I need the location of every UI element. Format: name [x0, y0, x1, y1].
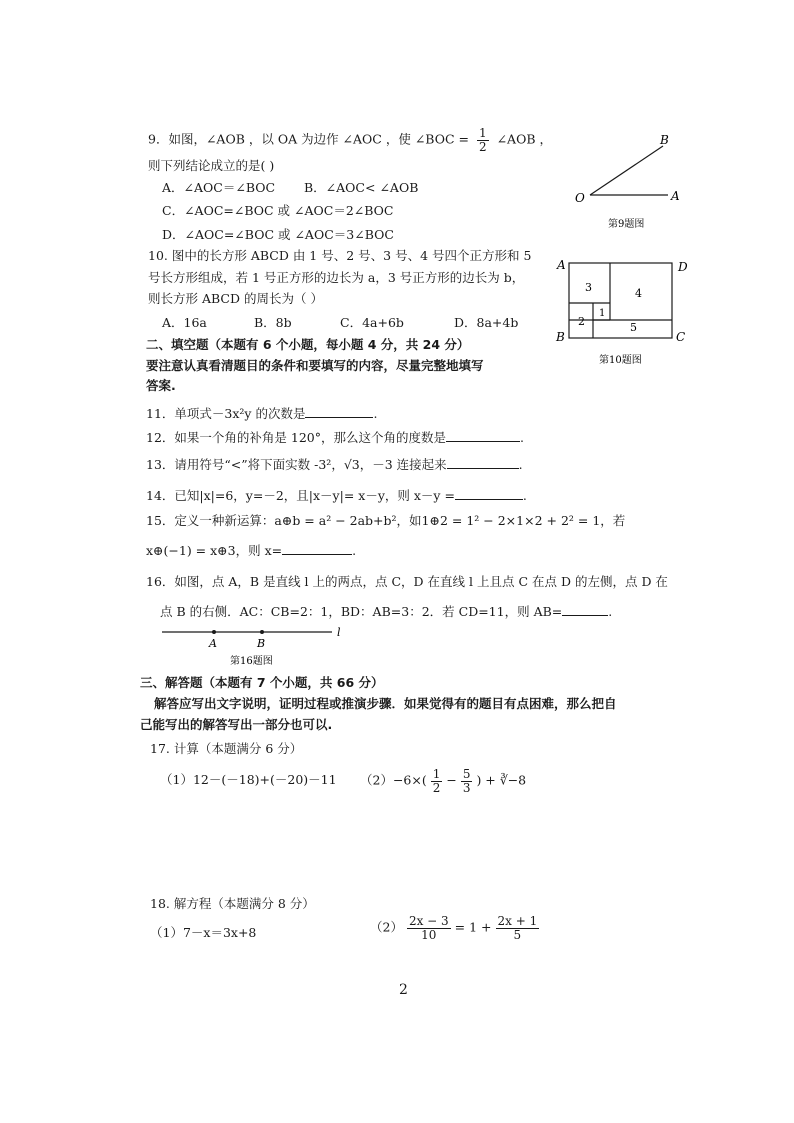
q9-option-d: D．∠AOC=∠BOC 或 ∠AOC＝3∠BOC — [162, 227, 394, 242]
q14: 14．已知|x|=6，y=－2，且|x－y|= x－y，则 x－y = . — [146, 488, 527, 503]
q10-stem-line3: 则长方形 ABCD 的周长为（ ） — [148, 291, 323, 306]
q15-line2-text: x⊕(−1) = x⊕3，则 x= — [146, 543, 283, 558]
section3-title: 三、解答题（本题有 7 个小题，共 66 分） — [140, 675, 384, 690]
section3-note-line1: 解答应写出文字说明，证明过程或推演步骤．如果觉得有的题目有点困难，那么把自 — [154, 696, 617, 711]
q17-frac2-den: 3 — [462, 780, 471, 795]
q10-label-b: B — [556, 330, 565, 344]
q15-line1: 15．定义一种新运算：a⊕b = a² − 2ab+b²，如1⊕2 = 1² − 2×1×2 + 2² = 1，若 — [146, 513, 626, 528]
q10-option-a: A．16a — [162, 315, 207, 330]
section3-note-line2: 己能写出的解答写出一部分也可以. — [140, 717, 333, 732]
q9-option-c: C．∠AOC=∠BOC 或 ∠AOC＝2∠BOC — [162, 203, 394, 218]
q17-part2-a: （2）−6×( — [360, 772, 427, 788]
q17-fraction-2 — [461, 768, 473, 794]
q17-frac2-num: 5 — [462, 767, 471, 781]
q10-square-3: 3 — [585, 281, 592, 294]
q9-frac-num: 1 — [478, 126, 487, 140]
q16-line2: 点 B 的右侧．AC：CB=2：1，BD：AB=3：2．若 CD=11，则 AB= . — [160, 604, 613, 619]
q17-part2 — [360, 768, 526, 794]
q14-answer-blank[interactable] — [455, 487, 523, 500]
q10-label-c: C — [676, 330, 686, 344]
q9-option-b: B．∠AOC< ∠AOB — [304, 180, 419, 195]
q9-stem-text: 9．如图，∠AOB ，以 OA 为边作 ∠AOC ，使 ∠BOC = — [148, 131, 469, 147]
q18-title: 18. 解方程（本题满分 8 分） — [150, 896, 315, 911]
q16-label-l: l — [337, 626, 341, 639]
q10-label-d: D — [678, 260, 688, 274]
q10-option-c: C．4a+6b — [340, 315, 404, 330]
q17-part1: （1）12－(－18)+(－20)－11 — [160, 772, 337, 787]
q18-fraction-1 — [407, 915, 451, 941]
q10-rect-5: 5 — [630, 321, 637, 334]
q10-square-2: 2 — [578, 315, 585, 328]
q10-label-a: A — [557, 258, 566, 272]
q13: 13．请用符号“<”将下面实数 -3²，√3，－3 连接起来 . — [146, 457, 523, 472]
q18-frac2-den: 5 — [513, 927, 522, 942]
q12-text: 12．如果一个角的补角是 120°，那么这个角的度数是 — [146, 430, 446, 445]
q16-label-a: A — [209, 637, 217, 650]
q10-stem-line1: 10. 图中的长方形 ABCD 由 1 号、2 号、3 号、4 号四个正方形和 5 — [148, 248, 532, 263]
q18-part2 — [370, 915, 539, 941]
q17-part2-minus: − — [446, 772, 457, 788]
q9-figure — [560, 130, 700, 240]
q10-square-1: 1 — [599, 308, 606, 319]
q13-answer-blank[interactable] — [447, 456, 519, 469]
q16-line1: 16．如图，点 A，B 是直线 l 上的两点，点 C，D 在直线 l 上且点 C 在点 D 的左侧，点 D 在 — [146, 574, 668, 589]
q10-figure — [552, 255, 692, 375]
page-number: 2 — [399, 982, 408, 998]
q16-answer-blank[interactable] — [562, 603, 608, 616]
q9-label-b: B — [660, 133, 669, 147]
q18-frac2-num: 2x + 1 — [497, 914, 538, 928]
q10-stem-line2: 号长方形组成，若 1 号正方形的边长为 a，3 号正方形的边长为 b， — [148, 270, 525, 285]
section2-note-line2: 答案. — [146, 378, 176, 393]
q18-fraction-2 — [496, 915, 540, 941]
q15-answer-blank[interactable] — [282, 542, 352, 555]
q9-label-o: O — [575, 191, 585, 205]
q16-line2-text: 点 B 的右侧．AC：CB=2：1，BD：AB=3：2．若 CD=11，则 AB= — [160, 604, 563, 619]
q9-stem-line1 — [148, 127, 552, 153]
q9-option-a: A．∠AOC＝∠BOC — [162, 180, 276, 195]
q10-option-b: B．8b — [254, 315, 292, 330]
q12: 12．如果一个角的补角是 120°，那么这个角的度数是 . — [146, 430, 524, 445]
q18-frac1-num: 2x − 3 — [408, 914, 449, 928]
q9-frac-den: 2 — [478, 139, 487, 154]
q15-line2 — [146, 542, 356, 558]
section2-note-line1: 要注意认真看清题目的条件和要填写的内容，尽量完整地填写 — [146, 358, 484, 373]
q18-frac1-den: 10 — [421, 927, 437, 942]
q16-figure — [158, 622, 358, 672]
q11: 11．单项式－3x²y 的次数是 . — [146, 406, 378, 421]
q18-part1: （1）7－x＝3x+8 — [150, 925, 257, 940]
q17-fraction-1 — [431, 768, 443, 794]
q12-answer-blank[interactable] — [446, 429, 520, 442]
q10-option-d: D．8a+4b — [454, 315, 519, 330]
q16-caption: 第16题图 — [230, 656, 273, 667]
q11-answer-blank[interactable] — [305, 405, 373, 418]
q14-text: 14．已知|x|=6，y=－2，且|x－y|= x－y，则 x－y = — [146, 488, 455, 503]
q10-caption: 第10题图 — [599, 355, 642, 366]
q18-part2-a: （2） — [370, 919, 403, 935]
section2-title: 二、填空题（本题有 6 个小题，每小题 4 分，共 24 分） — [146, 337, 470, 352]
q9-caption: 第9题图 — [608, 219, 645, 230]
q17-part2-b: ) + ∛−8 — [476, 772, 527, 788]
q9-stem-line2: 则下列结论成立的是( ) — [148, 158, 275, 173]
q17-title: 17. 计算（本题满分 6 分） — [150, 741, 303, 756]
q15-end: . — [352, 543, 357, 558]
q11-text: 11．单项式－3x²y 的次数是 — [146, 406, 306, 421]
q13-text: 13．请用符号“<”将下面实数 -3²，√3，－3 连接起来 — [146, 457, 447, 472]
q17-frac1-den: 2 — [432, 780, 441, 795]
q9-label-a: A — [671, 189, 680, 203]
q9-fraction — [477, 127, 489, 153]
q18-part2-mid: = 1 + — [454, 919, 492, 935]
q9-stem-text-end: ∠AOB ， — [496, 131, 552, 147]
q17-frac1-num: 1 — [432, 767, 441, 781]
q16-label-b: B — [257, 637, 266, 650]
q10-square-4: 4 — [635, 287, 642, 300]
